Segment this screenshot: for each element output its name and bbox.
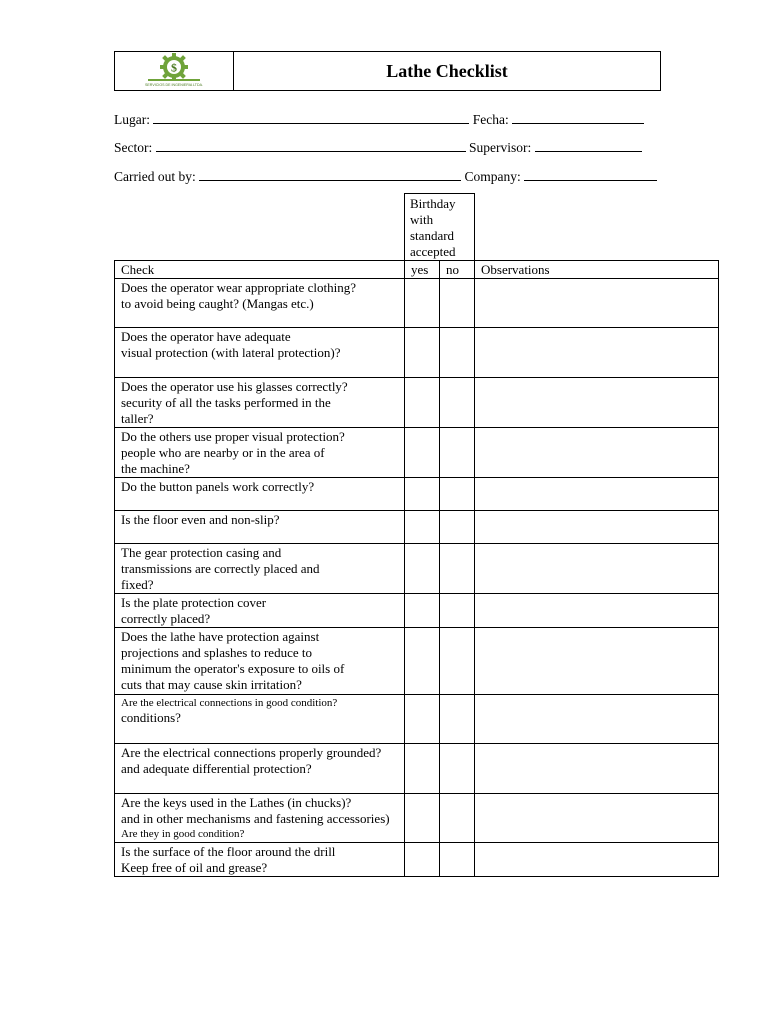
- yes-checkbox-cell[interactable]: [405, 628, 440, 695]
- company-label: Company:: [464, 169, 521, 184]
- no-checkbox-cell[interactable]: [440, 695, 475, 744]
- observations-cell[interactable]: [475, 378, 719, 428]
- group-header-line: Birthday: [410, 196, 456, 211]
- yes-checkbox-cell[interactable]: [405, 428, 440, 478]
- question-line: people who are nearby or in the area of: [121, 445, 325, 460]
- check-question: [115, 378, 405, 428]
- check-question: [115, 794, 405, 843]
- yes-checkbox-cell[interactable]: [405, 744, 440, 794]
- observations-cell[interactable]: [475, 843, 719, 877]
- compliance-group-header: [404, 193, 475, 261]
- yes-checkbox-cell[interactable]: [405, 279, 440, 328]
- check-question: [115, 744, 405, 794]
- field-row-lugar: [114, 111, 644, 128]
- table-row: [115, 428, 719, 478]
- question-line: minimum the operator's exposure to oils of: [121, 661, 345, 676]
- yes-checkbox-cell[interactable]: [405, 594, 440, 628]
- question-line: Is the surface of the floor around the drill: [121, 844, 336, 859]
- table-row: [115, 843, 719, 877]
- field-row-carried: [114, 168, 657, 185]
- company-logo: [115, 52, 234, 90]
- checklist-table: [114, 260, 719, 877]
- check-question: [115, 594, 405, 628]
- question-line: Is the plate protection cover: [121, 595, 267, 610]
- page-title: Lathe Checklist: [386, 60, 508, 81]
- sector-label: Sector:: [114, 140, 153, 155]
- table-row: [115, 594, 719, 628]
- fecha-input[interactable]: [512, 111, 644, 124]
- no-checkbox-cell[interactable]: [440, 628, 475, 695]
- table-row: [115, 478, 719, 511]
- no-checkbox-cell[interactable]: [440, 279, 475, 328]
- sector-input[interactable]: [156, 139, 466, 152]
- company-input[interactable]: [524, 168, 657, 181]
- lugar-label: Lugar:: [114, 112, 150, 127]
- question-line: and adequate differential protection?: [121, 761, 312, 776]
- logo-caption: SERVICIOS DE INGENIERIA LTDA.: [145, 83, 203, 87]
- question-line: to avoid being caught? (Mangas etc.): [121, 296, 314, 311]
- yes-checkbox-cell[interactable]: [405, 544, 440, 594]
- question-line: conditions?: [121, 710, 181, 725]
- no-checkbox-cell[interactable]: [440, 378, 475, 428]
- observations-cell[interactable]: [475, 478, 719, 511]
- table-row: [115, 744, 719, 794]
- table-row: [115, 628, 719, 695]
- question-line: security of all the tasks performed in the: [121, 395, 331, 410]
- observations-cell[interactable]: [475, 594, 719, 628]
- question-line: Does the operator wear appropriate clothing?: [121, 280, 356, 295]
- check-question: [115, 628, 405, 695]
- question-line: taller?: [121, 411, 154, 426]
- supervisor-input[interactable]: [535, 139, 642, 152]
- question-line: Are the electrical connections properly grounded?: [121, 745, 382, 760]
- table-row: [115, 511, 719, 544]
- no-checkbox-cell[interactable]: [440, 478, 475, 511]
- question-line: the machine?: [121, 461, 190, 476]
- no-checkbox-cell[interactable]: [440, 594, 475, 628]
- observations-cell[interactable]: [475, 695, 719, 744]
- question-line: Does the lathe have protection against: [121, 629, 320, 644]
- question-line: Do the others use proper visual protection?: [121, 429, 345, 444]
- no-checkbox-cell[interactable]: [440, 511, 475, 544]
- question-line: Is the floor even and non-slip?: [121, 512, 280, 527]
- question-line: Does the operator use his glasses correctly?: [121, 379, 348, 394]
- observations-cell[interactable]: [475, 628, 719, 695]
- logo-symbol: $: [171, 60, 177, 75]
- question-line: transmissions are correctly placed and: [121, 561, 320, 576]
- yes-checkbox-cell[interactable]: [405, 511, 440, 544]
- question-line: correctly placed?: [121, 611, 211, 626]
- table-row: [115, 279, 719, 328]
- no-checkbox-cell[interactable]: [440, 843, 475, 877]
- check-question: [115, 428, 405, 478]
- question-line: Are the electrical connections in good condition?: [121, 697, 338, 709]
- check-question: [115, 279, 405, 328]
- column-header-yes: yes: [405, 261, 440, 279]
- table-row: [115, 328, 719, 378]
- question-line: Keep free of oil and grease?: [121, 860, 268, 875]
- column-header-no: no: [440, 261, 475, 279]
- yes-checkbox-cell[interactable]: [405, 328, 440, 378]
- no-checkbox-cell[interactable]: [440, 544, 475, 594]
- observations-cell[interactable]: [475, 544, 719, 594]
- question-line: Are they in good condition?: [121, 828, 245, 840]
- table-row: [115, 794, 719, 843]
- check-question: [115, 843, 405, 877]
- observations-cell[interactable]: [475, 279, 719, 328]
- question-line: visual protection (with lateral protection)?: [121, 345, 341, 360]
- question-line: Do the button panels work correctly?: [121, 479, 315, 494]
- yes-checkbox-cell[interactable]: [405, 843, 440, 877]
- yes-checkbox-cell[interactable]: [405, 794, 440, 843]
- observations-cell[interactable]: [475, 744, 719, 794]
- check-question: [115, 695, 405, 744]
- no-checkbox-cell[interactable]: [440, 794, 475, 843]
- question-line: Are the keys used in the Lathes (in chucks)?: [121, 795, 352, 810]
- check-question: [115, 544, 405, 594]
- table-row: [115, 695, 719, 744]
- question-line: cuts that may cause skin irritation?: [121, 677, 302, 692]
- yes-checkbox-cell[interactable]: [405, 378, 440, 428]
- observations-cell[interactable]: [475, 511, 719, 544]
- carried-label: Carried out by:: [114, 169, 196, 184]
- group-header-line: standard: [410, 228, 455, 243]
- question-line: projections and splashes to reduce to: [121, 645, 312, 660]
- no-checkbox-cell[interactable]: [440, 428, 475, 478]
- question-line: The gear protection casing and: [121, 545, 282, 560]
- group-header-line: accepted: [410, 244, 456, 259]
- question-line: fixed?: [121, 577, 154, 592]
- document-header: [114, 51, 661, 91]
- observations-cell[interactable]: [475, 328, 719, 378]
- fecha-label: Fecha:: [472, 112, 509, 127]
- no-checkbox-cell[interactable]: [440, 744, 475, 794]
- check-question: [115, 478, 405, 511]
- carried-input[interactable]: [199, 168, 461, 181]
- column-header-check: Check: [115, 261, 405, 279]
- table-row: [115, 378, 719, 428]
- no-checkbox-cell[interactable]: [440, 328, 475, 378]
- table-header-row: [115, 261, 719, 279]
- question-line: Does the operator have adequate: [121, 329, 291, 344]
- observations-cell[interactable]: [475, 428, 719, 478]
- column-header-observations: Observations: [475, 261, 719, 279]
- field-row-sector: [114, 139, 642, 156]
- lugar-input[interactable]: [153, 111, 469, 124]
- check-question: [115, 328, 405, 378]
- yes-checkbox-cell[interactable]: [405, 695, 440, 744]
- table-row: [115, 544, 719, 594]
- supervisor-label: Supervisor:: [469, 140, 532, 155]
- question-line: and in other mechanisms and fastening accessories): [121, 811, 390, 826]
- check-question: [115, 511, 405, 544]
- yes-checkbox-cell[interactable]: [405, 478, 440, 511]
- observations-cell[interactable]: [475, 794, 719, 843]
- group-header-line: with: [410, 212, 434, 227]
